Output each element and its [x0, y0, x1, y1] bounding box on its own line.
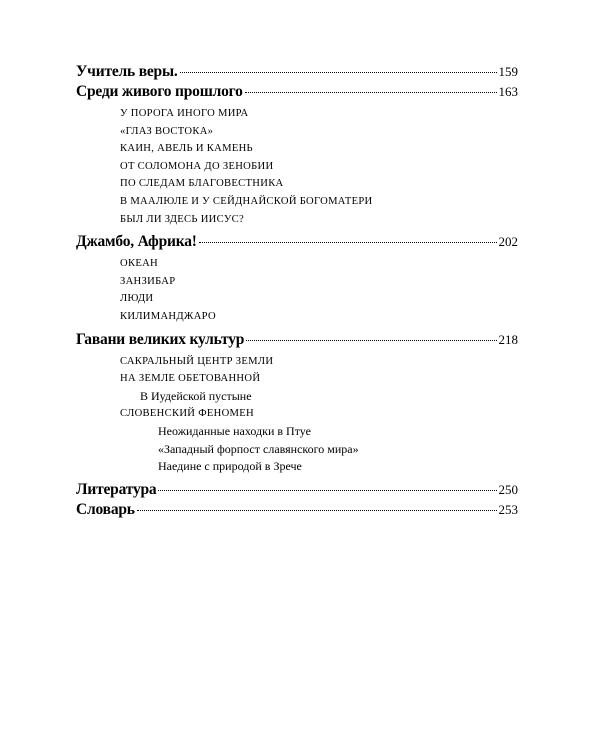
- toc-entry-title: Джамбо, Африка!: [76, 233, 197, 251]
- toc-entry-title: Учитель веры.: [76, 63, 178, 80]
- toc-subentry: В МААЛЮЛЕ И У СЕЙДНАЙСКОЙ БОГОМАТЕРИ: [120, 195, 373, 207]
- toc-subentry: «ГЛАЗ ВОСТОКА»: [120, 125, 214, 137]
- toc-subentry: НА ЗЕМЛЕ ОБЕТОВАННОЙ: [120, 373, 261, 385]
- dot-leader: [158, 490, 496, 491]
- toc-page-number: 163: [498, 84, 518, 99]
- toc-entry: [76, 62, 518, 82]
- dot-leader: [137, 510, 497, 511]
- toc-subentries: [76, 105, 518, 228]
- toc-entry-title: Среди живого прошлого: [76, 83, 243, 100]
- dot-leader: [180, 72, 497, 73]
- toc-subentry: БЫЛ ЛИ ЗДЕСЬ ИИСУС?: [120, 213, 244, 225]
- toc-subentry: КАИН, АВЕЛЬ И КАМЕНЬ: [120, 143, 253, 155]
- toc-subentry: ПО СЛЕДАМ БЛАГОВЕСТНИКА: [120, 178, 284, 190]
- toc-subentry: В Иудейской пустыне: [140, 388, 252, 403]
- toc-subentries: [76, 255, 518, 325]
- dot-leader: [199, 242, 497, 243]
- toc-subentry: ЗАНЗИБАР: [120, 275, 176, 287]
- toc-subentry: «Западный форпост славянского мира»: [158, 441, 359, 456]
- toc-page-number: 159: [498, 64, 518, 79]
- toc-entry: [76, 500, 518, 520]
- toc-subentry: САКРАЛЬНЫЙ ЦЕНТР ЗЕМЛИ: [120, 355, 274, 367]
- toc-page-number: 218: [498, 331, 518, 347]
- toc-subentry: КИЛИМАНДЖАРО: [120, 310, 216, 322]
- toc-page-number: 253: [498, 501, 518, 517]
- toc-entry: [76, 330, 518, 350]
- toc-subentry: ОТ СОЛОМОНА ДО ЗЕНОБИИ: [120, 160, 274, 172]
- toc-subentry: Неожиданные находки в Птуе: [158, 423, 311, 438]
- toc-subentry: ЛЮДИ: [120, 293, 154, 305]
- table-of-contents: [76, 62, 518, 520]
- toc-entry-title: Литература: [76, 480, 157, 498]
- toc-entry-title: Словарь: [76, 500, 135, 518]
- toc-entry: [76, 480, 518, 500]
- toc-entry: [76, 82, 518, 102]
- dot-leader: [246, 340, 496, 341]
- toc-page-number: 250: [498, 481, 518, 497]
- toc-subentry: СЛОВЕНСКИЙ ФЕНОМЕН: [120, 408, 254, 420]
- toc-entry-title: Гавани великих культур: [76, 330, 245, 348]
- toc-subentry: ОКЕАН: [120, 258, 158, 270]
- toc-entry: [76, 232, 518, 252]
- toc-page-number: 202: [498, 234, 518, 250]
- toc-subentry: Наедине с природой в Зрече: [158, 459, 302, 474]
- dot-leader: [245, 92, 497, 93]
- toc-subentries: [76, 353, 518, 476]
- toc-subentry: У ПОРОГА ИНОГО МИРА: [120, 108, 249, 119]
